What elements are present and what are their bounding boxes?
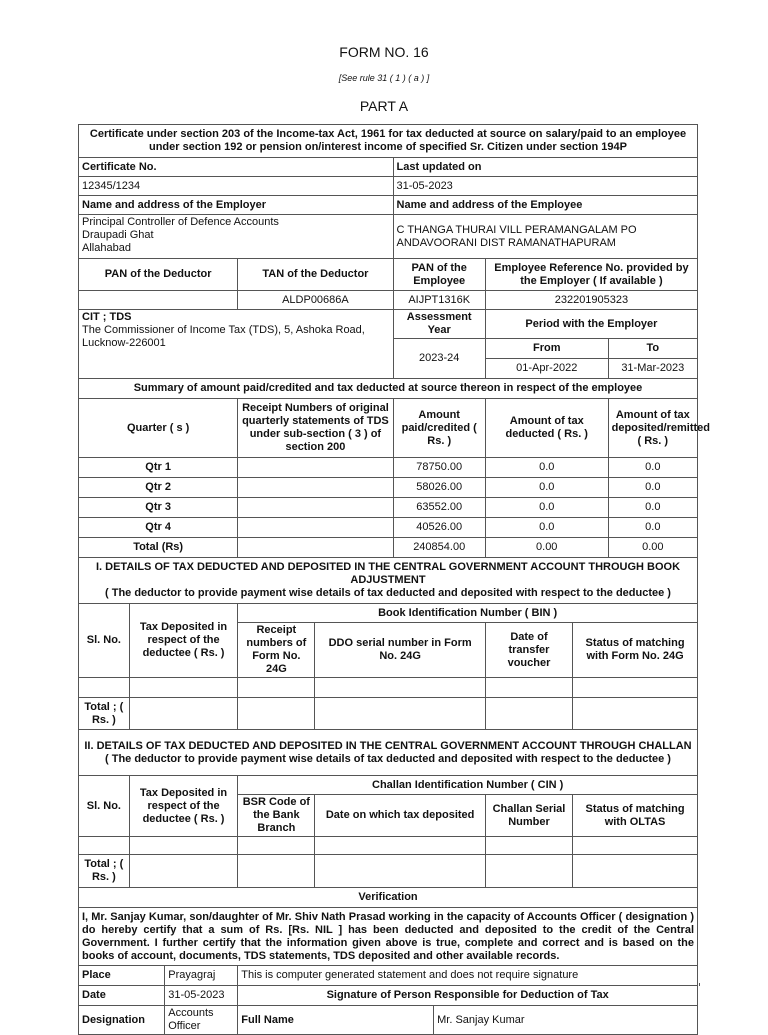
pan-deductor-value (79, 291, 238, 310)
assessment-year-label: Assessment Year (393, 310, 485, 339)
cin-group-header: Challan Identification Number ( CIN ) (238, 776, 698, 795)
book-heading-text: I. DETAILS OF TAX DEDUCTED AND DEPOSITED IN THE CENTRAL GOVERNMENT ACCOUNT THROUGH BOOK ADJUSTMENT (95, 561, 681, 586)
full-name-label: Full Name (238, 1006, 434, 1035)
employee-reference-value: 232201905323 (485, 291, 697, 310)
designation-label: Designation (79, 1006, 165, 1035)
receipt-cell (238, 458, 393, 478)
last-updated-label: Last updated on (393, 158, 697, 177)
employer-label: Name and address of the Employer (79, 196, 394, 215)
summary-col-deposited: Amount of tax deposited/remitted ( Rs. ) (608, 399, 697, 458)
date-value: 31-05-2023 (165, 986, 238, 1006)
challan-empty-row (79, 837, 698, 855)
book-col-ddo: DDO serial number in Form No. 24G (315, 623, 485, 678)
cit-address: The Commissioner of Income Tax (TDS), 5, Ashoka Road, Lucknow-226001 (82, 324, 365, 349)
total-label-cell: Total (Rs) (79, 538, 238, 558)
pan-deductor-label: PAN of the Deductor (79, 259, 238, 291)
book-col-date: Date of transfer voucher (485, 623, 572, 678)
receipt-cell (238, 478, 393, 498)
summary-col-paid: Amount paid/credited ( Rs. ) (393, 399, 485, 458)
paid-cell: 58026.00 (393, 478, 485, 498)
quarter-cell: Qtr 4 (79, 518, 238, 538)
verification-text: I, Mr. Sanjay Kumar, son/daughter of Mr. Shiv Nath Prasad working in the capacity of Accounts Officer ( designation ) do hereby certify that a sum of Rs. [Rs. NIL ] has been deducted and deposited to the credit of the Central Government. I further certify that the information given above is true, complete and correct and is based on the books of account, documents, TDS statements, TDS deposited and other available records. (79, 908, 698, 966)
bin-group-header: Book Identification Number ( BIN ) (238, 604, 698, 623)
table-continuation (78, 983, 700, 986)
summary-heading: Summary of amount paid/credited and tax deducted at source thereon in respect of the employee (79, 379, 698, 399)
table-row (79, 518, 698, 538)
employee-line-2: ANDAVOORANI DIST RAMANATHAPURAM (396, 236, 616, 249)
form16-table (78, 124, 711, 1035)
book-tax-deposited-header: Tax Deposited in respect of the deductee ( Rs. ) (129, 604, 238, 678)
book-sl-no-header: Sl. No. (79, 604, 130, 678)
challan-tax-deposited-header: Tax Deposited in respect of the deductee ( Rs. ) (129, 776, 238, 837)
rule-reference: [See rule 31 ( 1 ) ( a ) ] (338, 73, 430, 83)
summary-col-receipt: Receipt Numbers of original quarterly statements of TDS under sub-section ( 3 ) of section 200 (238, 399, 393, 458)
employer-line-2: Draupadi Ghat (82, 229, 154, 241)
form-number: FORM NO. 16 (339, 44, 429, 60)
signature-label: Signature of Person Responsible for Deduction of Tax (238, 986, 698, 1006)
book-empty-row (79, 678, 698, 698)
employee-address (393, 215, 697, 259)
tan-deductor-value: ALDP00686A (238, 291, 393, 310)
deducted-cell: 0.0 (485, 478, 608, 498)
employee-line-1: C THANGA THURAI VILL PERAMANGALAM PO (396, 223, 637, 236)
period-to-value: 31-Mar-2023 (608, 359, 697, 379)
book-adjustment-heading (79, 558, 698, 604)
deducted-cell: 0.0 (485, 498, 608, 518)
employee-reference-label: Employee Reference No. provided by the Employer ( If available ) (485, 259, 697, 291)
challan-col-serial: Challan Serial Number (485, 795, 572, 837)
cit-block (79, 310, 394, 379)
deposited-cell: 0.0 (608, 458, 697, 478)
book-col-receipt: Receipt numbers of Form No. 24G (238, 623, 315, 678)
table-row (79, 458, 698, 478)
certificate-no-label: Certificate No. (79, 158, 394, 177)
challan-subheading-text: ( The deductor to provide payment wise details of tax deducted and deposited with respect to the deductee ) (105, 752, 671, 765)
challan-sl-no-header: Sl. No. (79, 776, 130, 837)
pan-employee-value: AIJPT1316K (393, 291, 485, 310)
receipt-cell (238, 538, 393, 558)
last-updated-value: 31-05-2023 (393, 177, 697, 196)
deposited-total-cell: 0.00 (608, 538, 697, 558)
period-from-value: 01-Apr-2022 (485, 359, 608, 379)
employer-line-3: Allahabad (82, 242, 131, 254)
paid-cell: 63552.00 (393, 498, 485, 518)
challan-heading-text: II. DETAILS OF TAX DEDUCTED AND DEPOSITED IN THE CENTRAL GOVERNMENT ACCOUNT THROUGH CHALLAN (84, 739, 692, 752)
verification-heading: Verification (79, 888, 698, 908)
deducted-cell: 0.0 (485, 518, 608, 538)
quarter-cell: Qtr 2 (79, 478, 238, 498)
computer-generated-note: This is computer generated statement and does not require signature (238, 966, 698, 986)
date-label: Date (79, 986, 165, 1006)
pan-employee-label: PAN of the Employee (393, 259, 485, 291)
receipt-cell (238, 518, 393, 538)
summary-col-quarter: Quarter ( s ) (79, 399, 238, 458)
deposited-cell: 0.0 (608, 498, 697, 518)
assessment-year-value: 2023-24 (393, 339, 485, 379)
place-value: Prayagraj (165, 966, 238, 986)
deposited-cell: 0.0 (608, 518, 697, 538)
paid-cell: 40526.00 (393, 518, 485, 538)
book-total-label: Total ; ( Rs. ) (79, 698, 130, 730)
challan-total-label: Total ; ( Rs. ) (79, 855, 130, 888)
period-from-label: From (485, 339, 608, 359)
tan-deductor-label: TAN of the Deductor (238, 259, 393, 291)
period-to-label: To (608, 339, 697, 359)
summary-col-deducted: Amount of tax deducted ( Rs. ) (485, 399, 608, 458)
challan-col-status: Status of matching with OLTAS (573, 795, 698, 837)
challan-total-row (79, 855, 698, 888)
place-label: Place (79, 966, 165, 986)
receipt-cell (238, 498, 393, 518)
period-label: Period with the Employer (485, 310, 697, 339)
challan-col-bsr: BSR Code of the Bank Branch (238, 795, 315, 837)
employer-address (79, 215, 394, 259)
quarter-cell: Qtr 3 (79, 498, 238, 518)
book-total-row (79, 698, 698, 730)
designation-value: Accounts Officer (165, 1006, 238, 1035)
certificate-no-value: 12345/1234 (79, 177, 394, 196)
deducted-total-cell: 0.00 (485, 538, 608, 558)
book-col-status: Status of matching with Form No. 24G (573, 623, 698, 678)
paid-total-cell: 240854.00 (393, 538, 485, 558)
book-subheading-text: ( The deductor to provide payment wise details of tax deducted and deposited with respect to the deductee ) (105, 587, 671, 599)
part-title: PART A (359, 98, 409, 114)
full-name-value: Mr. Sanjay Kumar (434, 1006, 698, 1035)
quarter-cell: Qtr 1 (79, 458, 238, 478)
deducted-cell: 0.0 (485, 458, 608, 478)
employer-line-1: Principal Controller of Defence Accounts (82, 216, 279, 228)
cit-label: CIT ; TDS (82, 311, 132, 323)
challan-heading (79, 730, 698, 776)
deposited-cell: 0.0 (608, 478, 697, 498)
certificate-heading: Certificate under section 203 of the Income-tax Act, 1961 for tax deducted at source on salary/paid to an employee under section 192 or pension on/interest income of specified Sr. Citizen under section 194P (79, 125, 698, 158)
total-row (79, 538, 698, 558)
employee-label: Name and address of the Employee (393, 196, 697, 215)
table-row (79, 498, 698, 518)
table-row (79, 478, 698, 498)
paid-cell: 78750.00 (393, 458, 485, 478)
challan-col-date: Date on which tax deposited (315, 795, 485, 837)
